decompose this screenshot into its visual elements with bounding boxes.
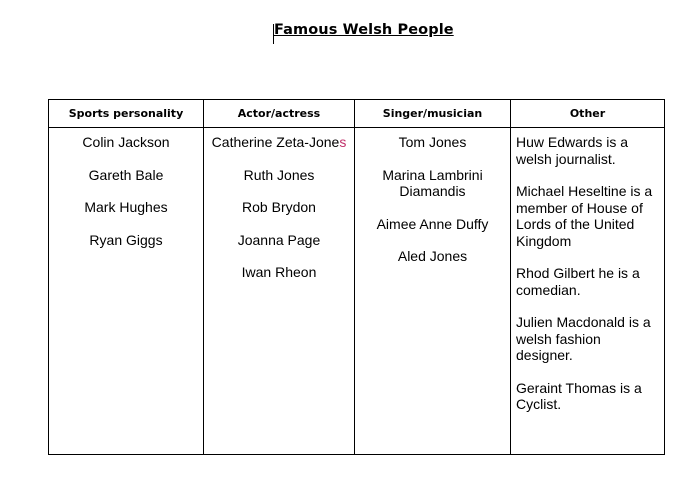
table-body-row	[49, 128, 665, 455]
list-item: Mark Hughes	[84, 199, 168, 215]
cell-other	[511, 128, 665, 455]
list-item: Geraint Thomas is a Cyclist.	[516, 379, 642, 412]
list-item: Julien Macdonald is a welsh fashion designer.	[516, 314, 651, 363]
list-item: Ruth Jones	[243, 166, 315, 183]
cell-singers	[355, 128, 511, 455]
list-item: Joanna Page	[237, 231, 321, 248]
header-singer-musician: Singer/musician	[355, 100, 511, 128]
table-header-row	[49, 100, 665, 128]
document-title: Famous Welsh People	[274, 22, 454, 38]
actor-name-last-letter: s	[339, 134, 347, 150]
list-item: Colin Jackson	[82, 134, 170, 150]
list-item: Marina Lambrini Diamandis	[382, 166, 483, 199]
list-item: Ryan Giggs	[89, 231, 163, 248]
header-actor-actress: Actor/actress	[204, 100, 355, 128]
list-item: Iwan Rheon	[241, 264, 317, 280]
actor-name-main: Catherine Zeta-Jone	[211, 134, 340, 150]
header-sports-personality: Sports personality	[49, 100, 204, 128]
list-item: Tom Jones	[398, 134, 467, 150]
list-item: Aled Jones	[397, 248, 468, 264]
cell-actors	[204, 128, 355, 455]
famous-people-table	[48, 99, 665, 455]
list-item: Rob Brydon	[242, 199, 316, 215]
list-item: Rhod Gilbert he is a comedian.	[516, 265, 640, 298]
cell-sports-personalities	[49, 128, 204, 455]
list-item: Gareth Bale	[88, 166, 164, 183]
header-other: Other	[511, 100, 665, 128]
list-item: Michael Heseltine is a member of House of Lords of the United Kingdom	[516, 183, 653, 249]
list-item: Aimee Anne Duffy	[376, 215, 489, 232]
list-item: Huw Edwards is a welsh journalist.	[516, 134, 629, 167]
list-item	[204, 134, 354, 151]
